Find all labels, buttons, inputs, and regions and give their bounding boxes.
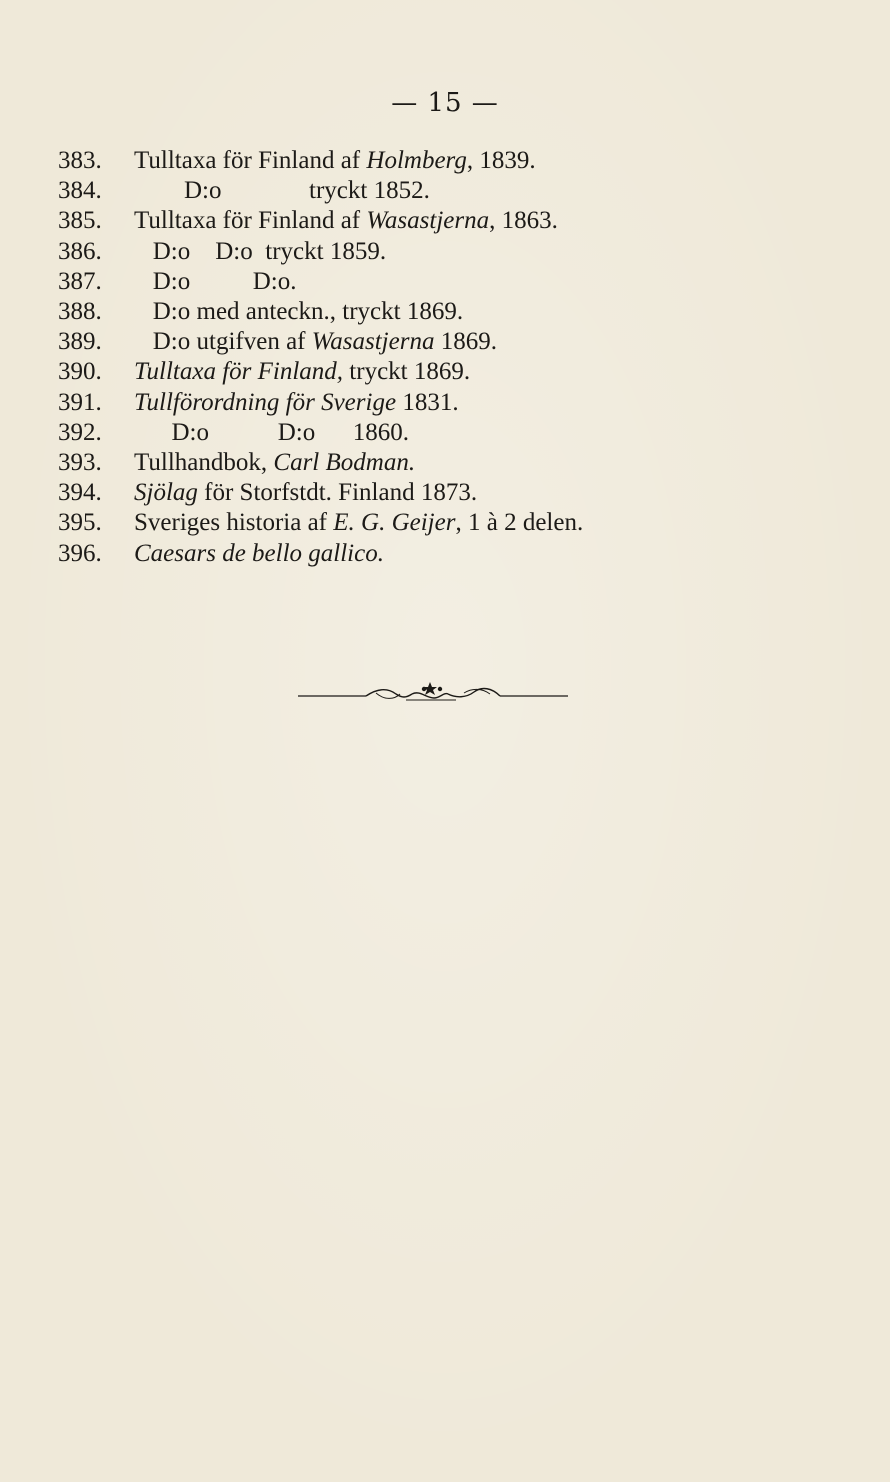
entry-text: Tullhandbok, bbox=[134, 448, 274, 476]
entry-text: D:o D:o 1860. bbox=[134, 418, 409, 446]
entry-title bbox=[134, 147, 536, 175]
entry-italic-text: Holmberg bbox=[366, 147, 467, 175]
entry-number: 385. bbox=[58, 207, 102, 235]
entry-text: tryckt 1869. bbox=[343, 358, 471, 386]
catalog-entry bbox=[58, 327, 838, 357]
entry-italic-text: Wasastjerna bbox=[311, 328, 435, 356]
catalog-entry bbox=[58, 388, 838, 418]
entry-text: för Storfstdt. Finland 1873. bbox=[197, 479, 478, 507]
entry-text: D:o utgifven af bbox=[134, 328, 312, 356]
entry-number: 393. bbox=[58, 448, 102, 476]
entry-number: 386. bbox=[58, 237, 102, 265]
entry-italic-text: Carl Bodman. bbox=[273, 448, 416, 476]
entry-number: 392. bbox=[58, 418, 102, 446]
entry-title bbox=[134, 479, 477, 507]
entry-title bbox=[134, 419, 409, 447]
catalog-entry bbox=[58, 176, 838, 206]
entry-italic-text: Tulltaxa för Finland, bbox=[134, 358, 344, 386]
entry-text: , 1 à 2 delen. bbox=[455, 509, 584, 537]
entry-text: Sveriges historia af bbox=[134, 509, 334, 537]
ornament-divider-icon bbox=[296, 676, 570, 710]
entry-title bbox=[134, 207, 558, 235]
entry-number: 389. bbox=[58, 328, 102, 356]
catalog-entry bbox=[58, 538, 838, 568]
entry-text: Tulltaxa för Finland af bbox=[134, 207, 367, 235]
entry-number: 390. bbox=[58, 358, 102, 386]
entry-number: 383. bbox=[58, 147, 102, 175]
entry-title bbox=[134, 298, 463, 326]
catalog-entry bbox=[58, 297, 838, 327]
entry-number: 396. bbox=[58, 539, 102, 567]
catalog-entry bbox=[58, 418, 838, 448]
entry-text: 1869. bbox=[434, 328, 497, 356]
entry-title bbox=[134, 238, 386, 266]
entry-text: 1831. bbox=[396, 388, 459, 416]
catalog-entry bbox=[58, 508, 838, 538]
catalog-entries-list bbox=[58, 146, 838, 569]
catalog-entry bbox=[58, 237, 838, 267]
entry-number: 395. bbox=[58, 509, 102, 537]
entry-italic-text: Tullförordning för Sverige bbox=[134, 388, 397, 416]
entry-text: D:o tryckt 1852. bbox=[134, 177, 430, 205]
entry-number: 384. bbox=[58, 177, 102, 205]
entry-title bbox=[134, 389, 459, 417]
entry-title bbox=[134, 540, 384, 568]
catalog-entry bbox=[58, 267, 838, 297]
entry-number: 388. bbox=[58, 298, 102, 326]
entry-italic-text: Wasastjerna bbox=[366, 207, 490, 235]
entry-title bbox=[134, 268, 297, 296]
entry-number: 394. bbox=[58, 479, 102, 507]
catalog-entry bbox=[58, 478, 838, 508]
entry-title bbox=[134, 509, 583, 537]
entry-title bbox=[134, 328, 497, 356]
entry-italic-text: E. G. Geijer bbox=[333, 509, 456, 537]
entry-title bbox=[134, 358, 470, 386]
catalog-entry bbox=[58, 448, 838, 478]
catalog-entry bbox=[58, 146, 838, 176]
entry-text: , 1863. bbox=[489, 207, 558, 235]
entry-text: , 1839. bbox=[466, 147, 536, 175]
entry-number: 391. bbox=[58, 388, 102, 416]
entry-text: D:o D:o tryckt 1859. bbox=[134, 237, 387, 265]
entry-italic-text: Sjölag bbox=[134, 479, 198, 507]
catalog-entry bbox=[58, 357, 838, 387]
entry-text: D:o med anteckn., tryckt 1869. bbox=[134, 298, 464, 326]
entry-text: D:o D:o. bbox=[134, 267, 297, 295]
entry-number: 387. bbox=[58, 267, 102, 295]
catalog-entry bbox=[58, 206, 838, 236]
entry-title bbox=[134, 449, 415, 477]
entry-text: Tulltaxa för Finland af bbox=[134, 147, 367, 175]
entry-title bbox=[134, 177, 430, 205]
page-number: — 15 — bbox=[391, 88, 499, 118]
entry-italic-text: Caesars de bello gallico. bbox=[134, 539, 384, 567]
